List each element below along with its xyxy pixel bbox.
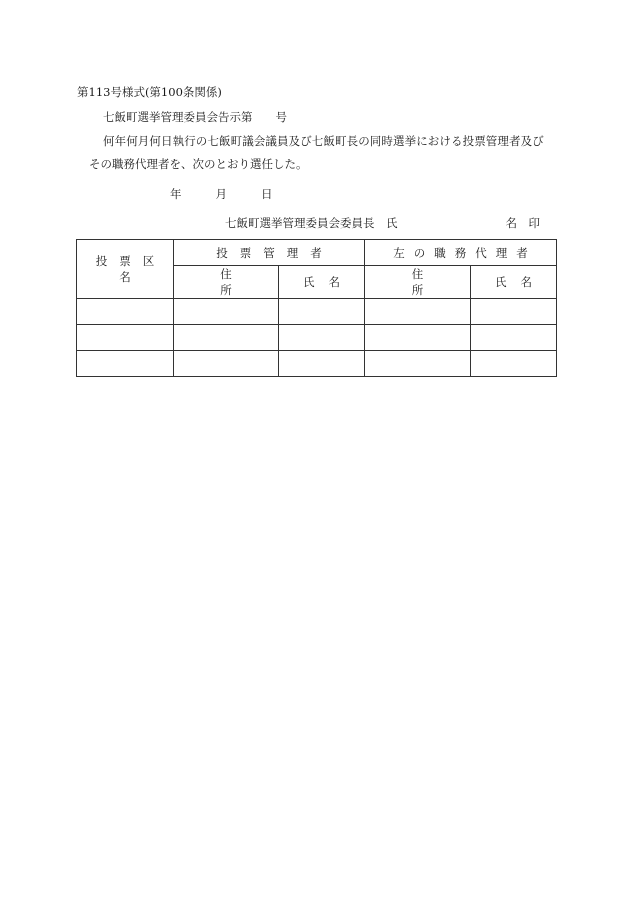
notice-number: 七飯町選挙管理委員会告示第 号 [103, 110, 287, 124]
cell-manager-name[interactable] [279, 325, 365, 351]
header-deputy-group: 左の職務代理者 [365, 240, 557, 266]
appointment-table [76, 239, 557, 377]
cell-manager-address[interactable] [174, 351, 279, 377]
table-row [77, 299, 557, 325]
date-month: 月 [215, 187, 227, 201]
header-deputy-name: 氏名 [471, 266, 557, 299]
signatory-title: 七飯町選挙管理委員会委員長 氏 [225, 216, 398, 230]
date-year: 年 [170, 187, 182, 201]
cell-deputy-name[interactable] [471, 299, 557, 325]
table-row [77, 325, 557, 351]
body-text-line-2: その職務代理者を、次のとおり選任した。 [89, 157, 308, 171]
cell-manager-address[interactable] [174, 299, 279, 325]
date-line [170, 186, 273, 202]
cell-manager-name[interactable] [279, 299, 365, 325]
cell-district[interactable] [77, 299, 174, 325]
header-manager-group: 投票管理者 [174, 240, 365, 266]
body-text-line-1: 何年何月何日執行の七飯町議会議員及び七飯町長の同時選挙における投票管理者及び [103, 134, 544, 148]
header-deputy-address: 住所 [365, 266, 471, 299]
cell-deputy-address[interactable] [365, 325, 471, 351]
form-number: 第113号様式(第100条関係) [77, 85, 222, 99]
cell-deputy-address[interactable] [365, 351, 471, 377]
cell-manager-name[interactable] [279, 351, 365, 377]
signatory-line [225, 215, 540, 231]
header-manager-address: 住所 [174, 266, 279, 299]
signatory-name-seal: 名 印 [505, 216, 540, 230]
header-manager-name: 氏名 [279, 266, 365, 299]
cell-deputy-name[interactable] [471, 325, 557, 351]
cell-district[interactable] [77, 351, 174, 377]
cell-manager-address[interactable] [174, 325, 279, 351]
cell-district[interactable] [77, 325, 174, 351]
cell-deputy-address[interactable] [365, 299, 471, 325]
cell-deputy-name[interactable] [471, 351, 557, 377]
date-day: 日 [261, 187, 273, 201]
table-row [77, 351, 557, 377]
table-header-row-1 [77, 240, 557, 266]
header-district: 投票区名 [77, 240, 174, 299]
